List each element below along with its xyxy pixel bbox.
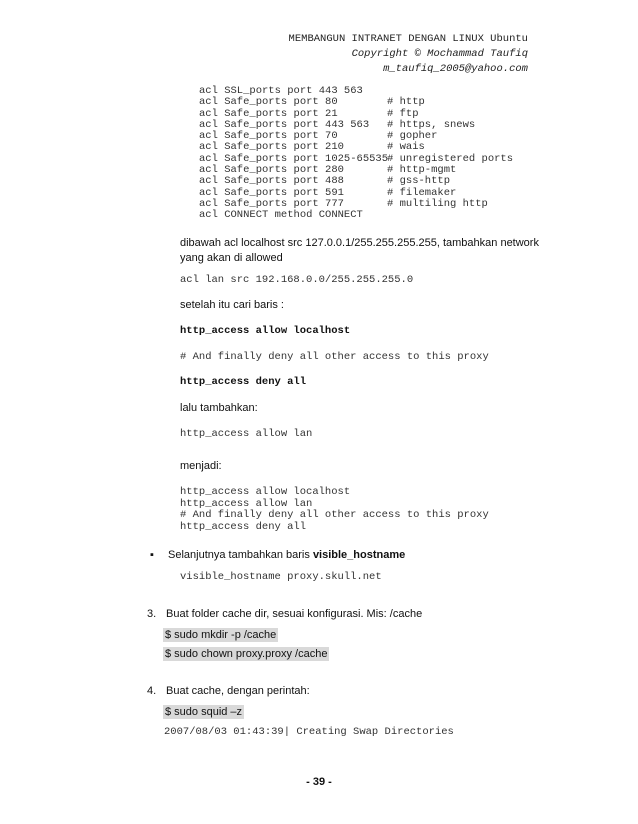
page-number-text: - 39 -	[306, 776, 332, 788]
code-visible-hostname: visible_hostname proxy.skull.net	[180, 571, 382, 583]
square-bullet-icon: ▪	[150, 549, 154, 561]
squid-output: 2007/08/03 01:43:39| Creating Swap Directories	[164, 726, 454, 738]
instruction-line: yang akan di allowed	[180, 252, 283, 264]
acl-line	[199, 97, 513, 108]
command-mkdir: $ sudo mkdir -p /cache	[165, 629, 277, 641]
acl-comment: # gss-http	[387, 175, 451, 188]
acl-rule: acl Safe_ports port 443 563	[199, 118, 370, 131]
instruction-find-line: setelah itu cari baris :	[180, 299, 284, 311]
step-number: 3.	[147, 608, 157, 620]
acl-comment: # gopher	[387, 130, 438, 143]
acl-comment: # ftp	[387, 107, 419, 120]
code-allow-lan: http_access allow lan	[180, 428, 313, 440]
acl-rule: acl Safe_ports port 488	[199, 175, 344, 188]
acl-line	[199, 210, 513, 221]
acl-rule: acl SSL_ports port 443 563	[199, 85, 363, 97]
command-squid: $ sudo squid –z	[165, 706, 243, 718]
acl-rule: acl Safe_ports port 21	[199, 107, 338, 120]
acl-comment: # filemaker	[387, 186, 457, 199]
instruction-line: dibawah acl localhost src 127.0.0.1/255.255.255.255, tambahkan network	[180, 237, 539, 249]
header-email: m_taufiq_2005@yahoo.com	[383, 63, 528, 75]
instruction-add: lalu tambahkan:	[180, 402, 258, 414]
bullet-item-visible-hostname	[168, 549, 405, 561]
bullet-text: Selanjutnya tambahkan baris	[168, 549, 313, 561]
instruction-becomes: menjadi:	[180, 460, 222, 472]
instruction-network	[180, 236, 539, 266]
acl-comment: # wais	[387, 141, 425, 154]
acl-comment: # http-mgmt	[387, 164, 457, 177]
page-header	[289, 32, 528, 77]
result-line: http_access allow lan	[180, 497, 313, 510]
acl-rule: acl Safe_ports port 70	[199, 130, 338, 143]
step-number: 4.	[147, 685, 157, 697]
bullet-keyword: visible_hostname	[312, 549, 406, 561]
acl-rule: acl CONNECT method CONNECT	[199, 209, 363, 222]
acl-rule: acl Safe_ports port 80	[199, 96, 338, 109]
result-line: http_access deny all	[180, 520, 307, 533]
acl-comment: # multiling http	[387, 197, 488, 210]
code-comment-deny: # And finally deny all other access to this proxy	[180, 351, 489, 363]
command-chown: $ sudo chown proxy.proxy /cache	[165, 648, 328, 660]
code-acl-lan: acl lan src 192.168.0.0/255.255.255.0	[180, 274, 414, 286]
result-line: http_access allow localhost	[180, 486, 351, 498]
page-number	[0, 776, 638, 788]
acl-rule: acl Safe_ports port 777	[199, 197, 344, 210]
acl-rule: acl Safe_ports port 1025-65535	[199, 152, 389, 165]
acl-comment: # unregistered ports	[387, 152, 514, 165]
acl-rule: acl Safe_ports port 591	[199, 186, 344, 199]
code-deny-all: http_access deny all	[180, 376, 307, 388]
header-copyright: Copyright © Mochammad Taufiq	[351, 48, 528, 60]
acl-config-block	[199, 86, 513, 222]
code-allow-localhost: http_access allow localhost	[180, 325, 351, 337]
acl-comment: # https, snews	[387, 118, 476, 131]
acl-rule: acl Safe_ports port 210	[199, 141, 344, 154]
acl-rule: acl Safe_ports port 280	[199, 164, 344, 177]
acl-comment: # http	[387, 96, 425, 109]
step3-text: Buat folder cache dir, sesuai konfigurasi. Mis: /cache	[166, 608, 423, 620]
header-title: MEMBANGUN INTRANET DENGAN LINUX Ubuntu	[288, 33, 528, 45]
result-config-block	[180, 487, 489, 533]
acl-line	[199, 176, 513, 187]
result-line: # And finally deny all other access to this proxy	[180, 509, 489, 521]
step4-text: Buat cache, dengan perintah:	[166, 685, 310, 697]
